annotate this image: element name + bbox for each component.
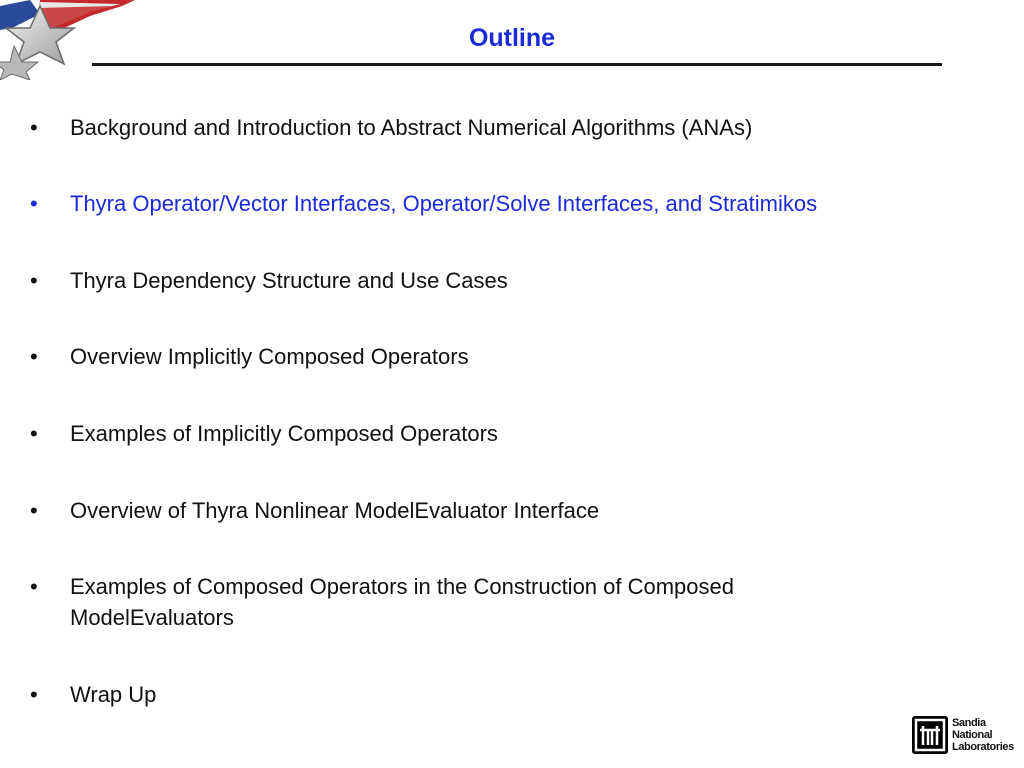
outline-item-text: Overview Implicitly Composed Operators xyxy=(70,344,469,369)
sandia-logo-icon xyxy=(912,716,948,754)
sandia-line-3: Laboratories xyxy=(952,741,1014,753)
bullet-dot: • xyxy=(30,498,38,523)
outline-item-text: Thyra Operator/Vector Interfaces, Operator/Solve Interfaces, and Stratimikos xyxy=(70,191,818,216)
bullet-dot: • xyxy=(30,268,38,293)
outline-item-text: Examples of Composed Operators in the Construction of Composed ModelEvaluators xyxy=(70,574,734,630)
outline-item-text: Wrap Up xyxy=(70,682,157,707)
outline-item-text: Overview of Thyra Nonlinear ModelEvaluator Interface xyxy=(70,498,600,523)
slide-title: Outline xyxy=(468,24,556,52)
outline-item-text: Examples of Implicitly Composed Operators xyxy=(70,421,498,446)
outline-item-text: Thyra Dependency Structure and Use Cases xyxy=(70,268,508,293)
sandia-logo xyxy=(912,716,1014,758)
bullet-dot: • xyxy=(30,682,38,707)
bullet-dot: • xyxy=(30,574,38,599)
sandia-line-1: Sandia xyxy=(952,717,986,729)
bullet-dot: • xyxy=(30,344,38,369)
bullet-dot: • xyxy=(30,421,38,446)
bullet-dot: • xyxy=(30,191,38,216)
bullet-dot: • xyxy=(30,115,38,140)
outline-item-text: Background and Introduction to Abstract Numerical Algorithms (ANAs) xyxy=(70,115,753,140)
title-underline xyxy=(92,63,942,66)
sandia-line-2: National xyxy=(952,729,993,741)
